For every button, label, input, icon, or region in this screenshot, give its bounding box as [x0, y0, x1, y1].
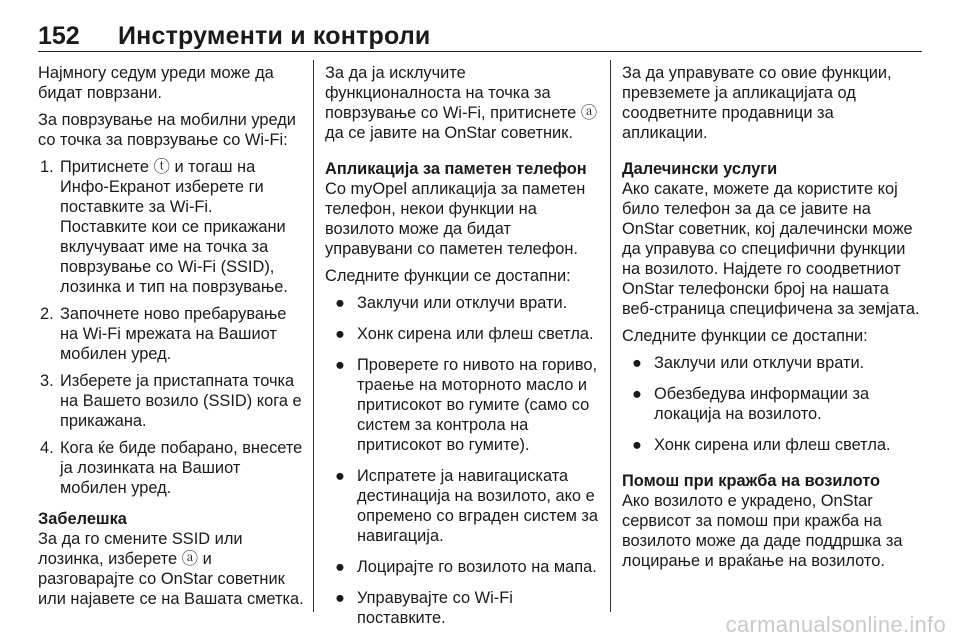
step-item [40, 371, 304, 431]
bullet-icon: ● [335, 325, 345, 343]
list-item [325, 557, 599, 577]
list-item [622, 353, 922, 373]
page-number: 152 [38, 22, 80, 50]
watermark: carmanualsonline.info [725, 612, 946, 637]
bullet-icon: ● [335, 589, 345, 607]
list-item [325, 466, 599, 546]
column-left [38, 63, 304, 616]
column-right [622, 63, 922, 578]
note-heading: Забелешка [38, 510, 127, 528]
column-divider-1 [313, 60, 314, 612]
column-divider-2 [610, 60, 611, 612]
section-heading-theft-assistance: Помош при кражба на возилото [622, 472, 881, 490]
list-item [325, 355, 599, 455]
step-item [40, 304, 304, 364]
list-item [325, 324, 599, 344]
list-item-text: Хонк сирена или флеш светла. [654, 436, 891, 454]
section-heading-remote-services: Далечински услуги [622, 160, 778, 178]
bullet-icon: ● [335, 467, 345, 485]
step-number: 2. [40, 305, 54, 323]
bullet-icon: ● [632, 436, 642, 454]
list-item-text: Проверете го нивото на гориво, траење на моторното масло и притисокот во гумите (само со систем за контрола на притисокот во гумите). [357, 356, 598, 454]
list-item-text: Заклучи или отклучи врати. [357, 294, 568, 312]
paragraph-app-intro: Со myOpel апликација за паметен телефон, некои функции на возилото може да бидат управувани со паметен телефон. [325, 180, 586, 258]
paragraph-functions-available: Следните функции се достапни: [622, 327, 868, 345]
step-number: 4. [40, 439, 54, 457]
list-item-text: Заклучи или отклучи врати. [654, 354, 865, 372]
header-rule [38, 51, 922, 52]
steps-list [38, 157, 304, 498]
column-middle [325, 63, 599, 639]
step-number: 3. [40, 372, 54, 390]
list-item [622, 435, 922, 455]
paragraph-disable-hotspot: За да ја исклучите функционалноста на точка за поврзување со Wi-Fi, притиснете ⓐ да се јавите на OnStar советник. [325, 64, 598, 142]
app-functions-list [325, 293, 599, 628]
page-title: Инструменти и контроли [118, 22, 431, 50]
note-text: За да го смените SSID или лозинка, изберете ⓐ и разговарајте со OnStar советник или најавете се на Вашата сметка. [38, 530, 304, 608]
paragraph-theft-assistance: Ако возилото е украдено, OnStar сервисот за помош при кражба на возилото може да даде поддршка за лоцирање и враќање на возилото. [622, 492, 903, 570]
paragraph-device-limit: Најмногу седум уреди може да бидат поврзани. [38, 64, 274, 102]
paragraph-remote-intro: Ако сакате, можете да користите кој било телефон за да се јавите на OnStar советник, кој далечински може да управува со специфични функции на возилото. Најдете го соодветниот OnStar телефонски број на нашата веб-страница специфичена за земјата. [622, 180, 920, 318]
step-text: Започнете ново пребарување на Wi-Fi мрежата на Вашиот мобилен уред. [60, 305, 287, 363]
list-item-text: Управувајте со Wi-Fi поставките. [357, 589, 513, 627]
list-item-text: Хонк сирена или флеш светла. [357, 325, 594, 343]
bullet-icon: ● [632, 354, 642, 372]
list-item-text: Испратете ја навигациската дестинација на возилото, ако е опремено со вграден систем за навигација. [357, 467, 599, 545]
list-item [325, 588, 599, 628]
bullet-icon: ● [335, 356, 345, 374]
list-item-text: Лоцирајте го возилото на мапа. [357, 558, 597, 576]
section-heading-smartphone-app: Апликација за паметен телефон [325, 160, 587, 178]
bullet-icon: ● [632, 385, 642, 403]
bullet-icon: ● [335, 294, 345, 312]
step-number: 1. [40, 158, 54, 176]
paragraph-connect-intro: За поврзување на мобилни уреди со точка за поврзување со Wi-Fi: [38, 111, 296, 149]
step-text: Кога ќе биде побарано, внесете ја лозинката на Вашиот мобилен уред. [60, 439, 303, 497]
list-item-text: Обезбедува информации за локација на возилото. [654, 385, 870, 423]
step-item [40, 157, 304, 297]
page-header [38, 22, 922, 52]
step-item [40, 438, 304, 498]
paragraph-download-app: За да управувате со овие функции, превземете ја апликацијата од соодветните продавници за апликации. [622, 64, 892, 142]
list-item [325, 293, 599, 313]
bullet-icon: ● [335, 558, 345, 576]
step-text: Изберете ја пристапната точка на Вашето возило (SSID) кога е прикажана. [60, 372, 302, 430]
list-item [622, 384, 922, 424]
step-text: Притиснете ⓣ и тогаш на Инфо-Екранот изберете ги поставките за Wi-Fi. Поставките кои се прикажани вклучуваат име на точка за поврзување со Wi-Fi (SSID), лозинка и тип на поврзување. [60, 158, 288, 296]
remote-functions-list [622, 353, 922, 455]
paragraph-functions-available: Следните функции се достапни: [325, 267, 571, 285]
